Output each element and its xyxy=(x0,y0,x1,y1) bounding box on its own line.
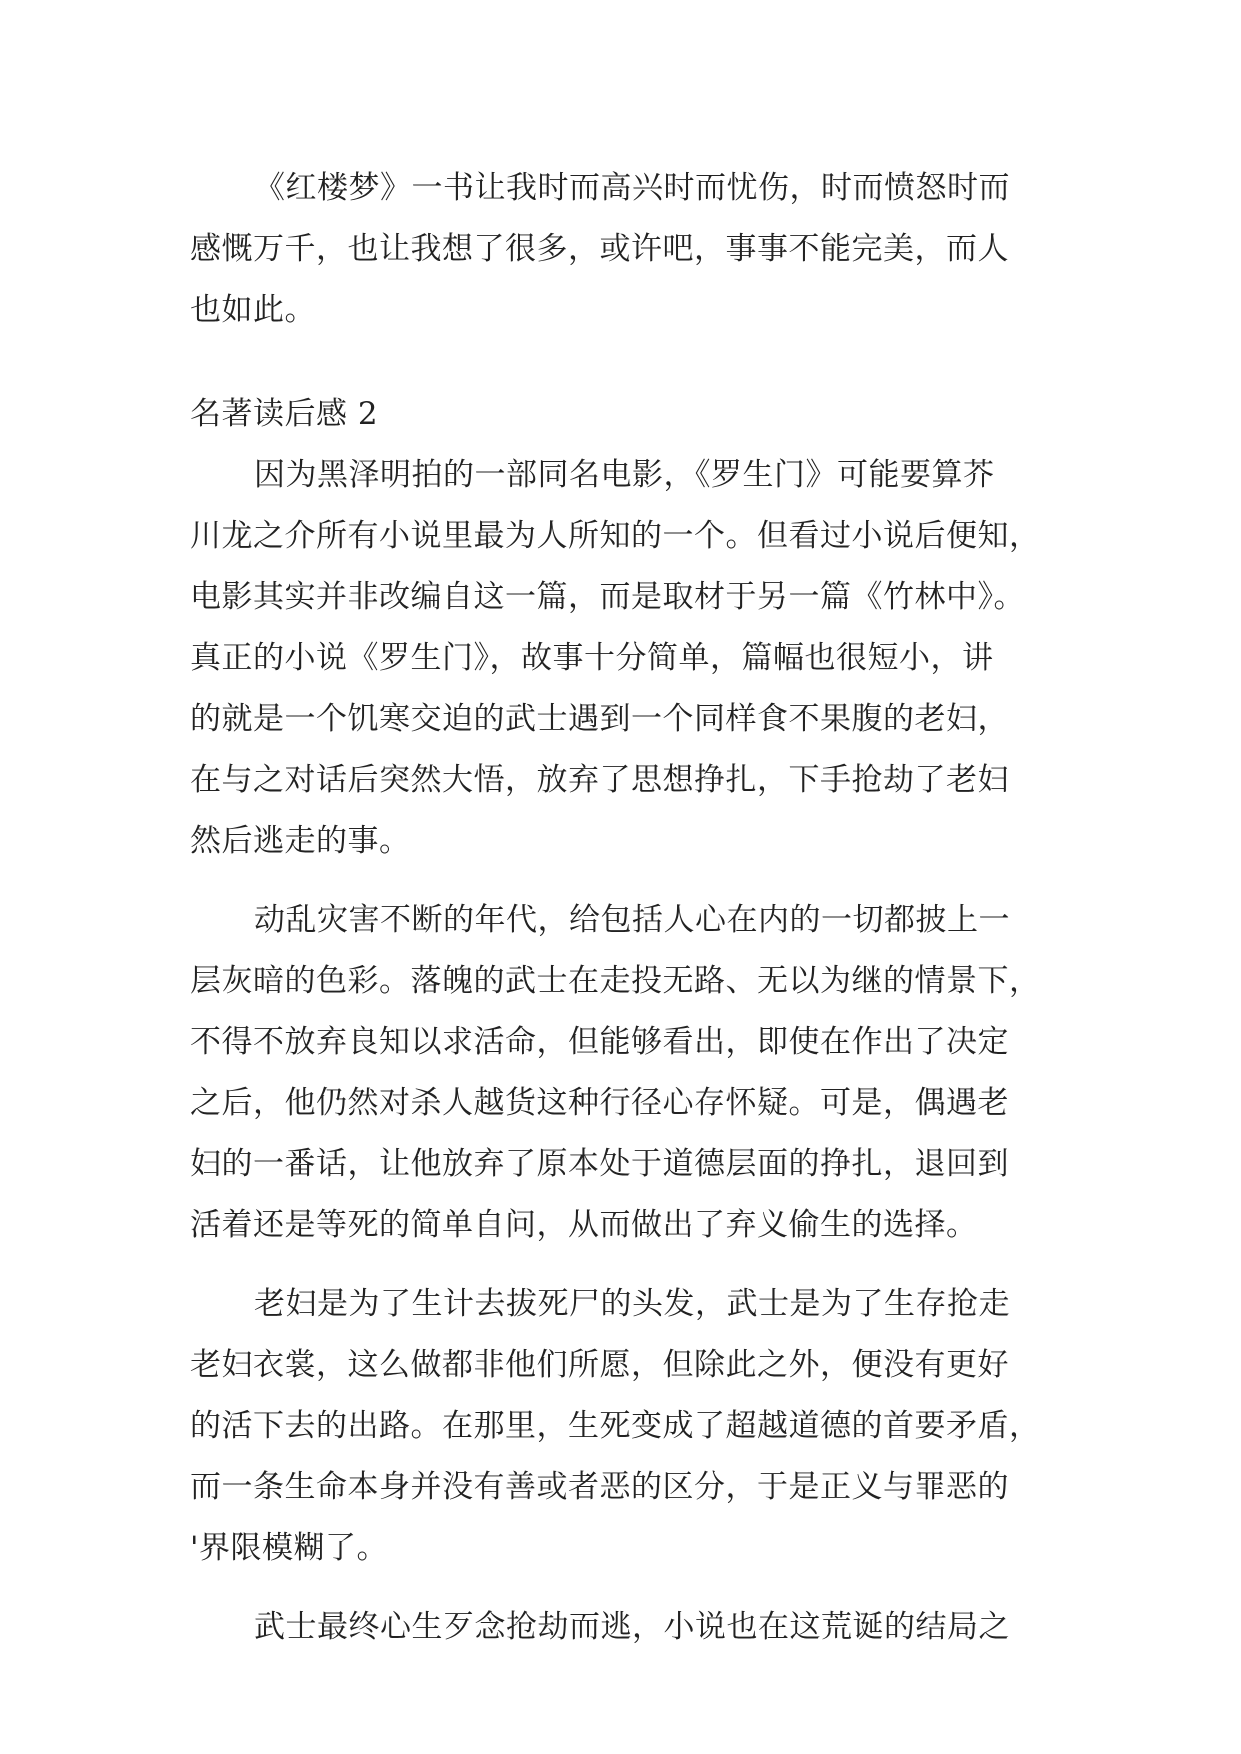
paragraph-line: 不得不放弃良知以求活命，但能够看出，即使在作出了决定 xyxy=(190,1024,1009,1060)
document-body xyxy=(190,158,1070,1658)
paragraph-line: 《红楼梦》一书让我时而高兴时而忧伤，时而愤怒时而 xyxy=(254,170,1010,206)
paragraph-line: 在与之对话后突然大悟，放弃了思想挣扎，下手抢劫了老妇 xyxy=(190,762,1009,798)
paragraph-line: 妇的一番话，让他放弃了原本处于道德层面的挣扎，退回到 xyxy=(190,1146,1009,1182)
paragraph-line: 也如此。 xyxy=(190,292,316,328)
paragraph-line: 感慨万千，也让我想了很多，或许吧，事事不能完美，而人 xyxy=(190,231,1009,267)
paragraph-line: 活着还是等死的简单自问，从而做出了弃义偷生的选择。 xyxy=(190,1207,978,1243)
paragraph-line: 之后，他仍然对杀人越货这种行径心存怀疑。可是，偶遇老 xyxy=(190,1085,1009,1121)
paragraph-line: 武士最终心生歹念抢劫而逃，小说也在这荒诞的结局之 xyxy=(254,1609,1010,1645)
paragraph-2 xyxy=(190,890,1070,1256)
paragraph-line: 的活下去的出路。在那里，生死变成了超越道德的首要矛盾， xyxy=(190,1408,1041,1444)
paragraph-line: 动乱灾害不断的年代，给包括人心在内的一切都披上一 xyxy=(254,902,1010,938)
paragraph-3 xyxy=(190,1274,1070,1579)
intro-paragraph xyxy=(190,158,1070,341)
section-heading: 名著读后感 2 xyxy=(190,396,379,432)
paragraph-line: 因为黑泽明拍的一部同名电影，《罗生门》可能要算芥 xyxy=(254,457,995,493)
paragraph-line: 真正的小说《罗生门》，故事十分简单，篇幅也很短小，讲 xyxy=(190,640,994,676)
paragraph-line: 层灰暗的色彩。落魄的武士在走投无路、无以为继的情景下， xyxy=(190,963,1041,999)
paragraph-line: 老妇衣裳，这么做都非他们所愿，但除此之外，便没有更好 xyxy=(190,1347,1009,1383)
paragraph-line: 川龙之介所有小说里最为人所知的一个。但看过小说后便知， xyxy=(190,518,1041,554)
paragraph-line: 然后逃走的事。 xyxy=(190,823,411,859)
paragraph-1 xyxy=(190,445,1070,872)
paragraph-line: '界限模糊了。 xyxy=(190,1530,389,1566)
paragraph-line: 而一条生命本身并没有善或者恶的区分，于是正义与罪恶的 xyxy=(190,1469,1009,1505)
paragraph-line: 的就是一个饥寒交迫的武士遇到一个同样食不果腹的老妇， xyxy=(190,701,1009,737)
paragraph-line: 老妇是为了生计去拔死尸的头发，武士是为了生存抢走 xyxy=(254,1286,1010,1322)
paragraph-line: 电影其实并非改编自这一篇，而是取材于另一篇《竹林中》。 xyxy=(190,579,1025,615)
paragraph-4 xyxy=(190,1597,1070,1658)
